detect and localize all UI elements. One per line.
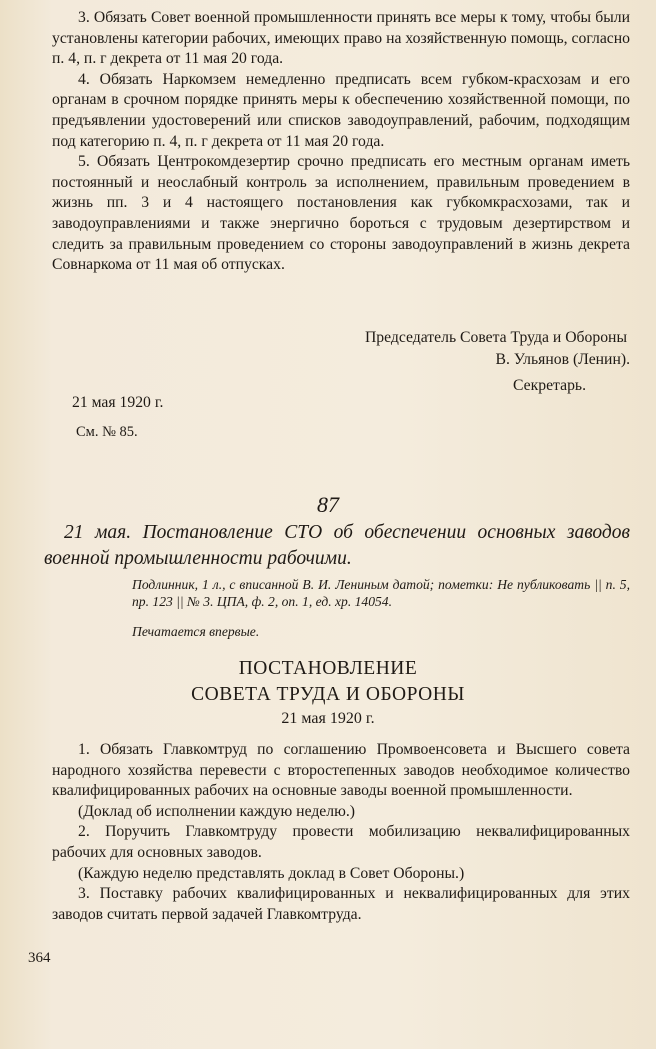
decree-item-2: 2. Поручить Главкомтруду провести мобилизацию неквалифицированных рабочих для основных заводов.	[52, 823, 630, 861]
top-text-block	[52, 8, 630, 276]
decree-title	[0, 656, 656, 708]
page-number: 364	[28, 950, 51, 966]
decree-title-line-1: ПОСТАНОВЛЕНИЕ	[238, 658, 418, 679]
chairman-title: Председатель Совета Труда и Обороны	[364, 329, 627, 346]
chairman-name: В. Ульянов (Ленин).	[495, 351, 630, 368]
decree-note-1: (Доклад об исполнении каждую неделю.)	[78, 802, 355, 820]
see-reference: См. № 85.	[76, 424, 138, 440]
decree-date: 21 мая 1920 г.	[281, 710, 375, 727]
paragraph-5: 5. Обязать Центрокомдезертир срочно предписать его местным органам иметь постоянный и неослабный контроль за исполнением, правильным проведением в жизнь пп. 3 и 4 настоящего постановления как губкомкрасхозами, так и заводоуправлениями и также энергично бороться с трудовым дезертирством и следить за правильным проведением со стороны заводоуправлений в жизнь декрета Совнаркома от 11 мая об отпусках.	[52, 153, 630, 274]
document-number: 87	[317, 492, 339, 517]
secretary-label: Секретарь.	[513, 377, 586, 394]
paragraph-3: 3. Обязать Совет военной промышленности принять все меры к тому, чтобы были установлены категории рабочих, имеющих право на хозяйственную помощь, согласно п. 4, п. г декрета от 11 мая 20 года.	[52, 9, 630, 68]
decree-title-line-2: СОВЕТА ТРУДА И ОБОРОНЫ	[191, 684, 465, 705]
signature-date: 21 мая 1920 г.	[72, 394, 164, 411]
decree-body	[52, 740, 630, 925]
paragraph-4: 4. Обязать Наркомзем немедленно предписать всем губком-красхозам и его органам в срочном порядке принять меры к обеспечению хозяйственной помощи, по предъявлении удостоверений или списков заводоуправлений, рабочим, подходящим под категорию п. 4, п. г декрета от 11 мая 20 года.	[52, 70, 630, 150]
decree-note-2: (Каждую неделю представлять доклад в Совет Обороны.)	[78, 864, 465, 882]
decree-item-1: 1. Обязать Главкомтруд по соглашению Промвоенсовета и Высшего совета народного хозяйства перевести с второстепенных заводов необходимое количество квалифицированных рабочих на основные заводы военной промышленности.	[52, 741, 630, 800]
first-published-note: Печатается впервые.	[132, 624, 260, 639]
archival-source-note: Подлинник, 1 л., с вписанной В. И. Лениным датой; пометки: Не публиковать || п. 5, пр. 123 || № 3. ЦПА, ф. 2, оп. 1, ед. хр. 14054.	[132, 577, 630, 609]
document-heading: 21 мая. Постановление СТО об обеспечении основных заводов военной промышленности рабочими.	[44, 522, 630, 569]
decree-item-3: 3. Поставку рабочих квалифицированных и неквалифицированных для этих заводов считать первой задачей Главкомтруда.	[52, 885, 630, 923]
signature-block	[52, 327, 630, 397]
